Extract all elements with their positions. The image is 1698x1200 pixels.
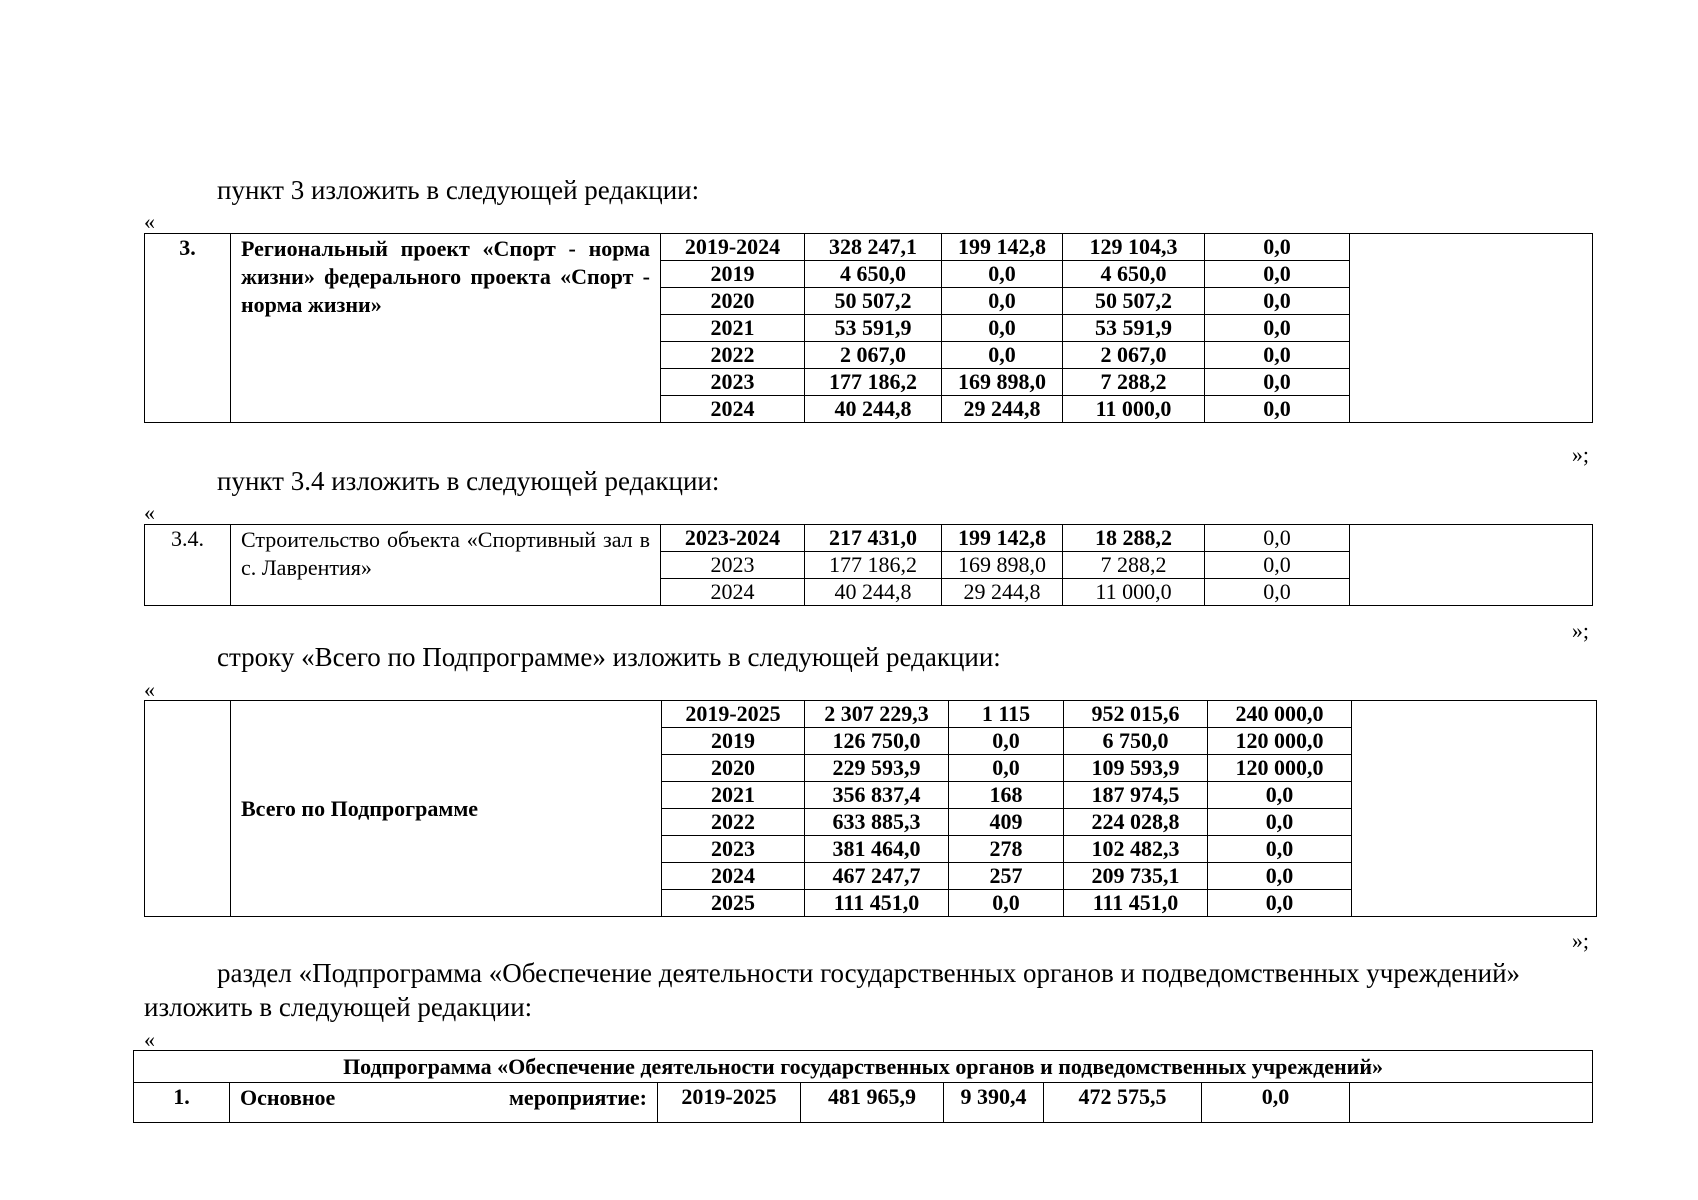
- intro-text-2: пункт 3.4 изложить в следующей редакции:: [217, 466, 720, 496]
- cell-regional: 187 974,5: [1064, 782, 1208, 809]
- cell-other: 120 000,0: [1208, 755, 1352, 782]
- cell-regional: 11 000,0: [1063, 579, 1205, 606]
- cell-regional: 952 015,6: [1064, 701, 1208, 728]
- cell-federal: 278: [949, 836, 1064, 863]
- name-left: Основное: [240, 1085, 336, 1110]
- cell-federal: 0,0: [942, 315, 1063, 342]
- cell-regional: 224 028,8: [1064, 809, 1208, 836]
- cell-regional: 472 575,5: [1044, 1083, 1202, 1123]
- cell-total: 111 451,0: [805, 890, 949, 917]
- cell-federal: 0,0: [942, 288, 1063, 315]
- cell-total: 381 464,0: [805, 836, 949, 863]
- cell-period: 2022: [661, 342, 805, 369]
- cell-period: 2019: [661, 261, 805, 288]
- cell-total: 328 247,1: [805, 234, 942, 261]
- cell-other: 0,0: [1205, 342, 1350, 369]
- intro-text-4-line2: изложить в следующей редакции:: [144, 992, 533, 1022]
- cell-period: 2019-2025: [662, 701, 805, 728]
- cell-period: 2019-2024: [661, 234, 805, 261]
- cell-total: 467 247,7: [805, 863, 949, 890]
- cell-total: 40 244,8: [805, 579, 942, 606]
- cell-other: 0,0: [1205, 288, 1350, 315]
- cell-total: 2 067,0: [805, 342, 942, 369]
- cell-regional: 111 451,0: [1064, 890, 1208, 917]
- row-number: 1.: [134, 1083, 230, 1123]
- cell-regional: 7 288,2: [1063, 552, 1205, 579]
- cell-federal: 0,0: [942, 342, 1063, 369]
- cell-federal: 0,0: [949, 890, 1064, 917]
- cell-total: 356 837,4: [805, 782, 949, 809]
- cell-empty: [1350, 1083, 1593, 1123]
- cell-period: 2023: [661, 369, 805, 396]
- row-number: 3.4.: [145, 525, 231, 606]
- cell-regional: 209 735,1: [1064, 863, 1208, 890]
- table-subprogram: [133, 1050, 1593, 1123]
- cell-total: 633 885,3: [805, 809, 949, 836]
- cell-total: 53 591,9: [805, 315, 942, 342]
- name-right: мероприятие:: [508, 1085, 647, 1110]
- table-item-3: [144, 233, 1593, 423]
- cell-regional: 2 067,0: [1063, 342, 1205, 369]
- open-quote-1: «: [144, 209, 155, 234]
- cell-period: 2022: [662, 809, 805, 836]
- cell-period: 2024: [662, 863, 805, 890]
- cell-federal: 29 244,8: [942, 579, 1063, 606]
- open-quote-3: «: [144, 677, 155, 702]
- cell-federal: 29 244,8: [942, 396, 1063, 423]
- row-name: Строительство объекта «Спортивный зал в с. Лаврентия»: [231, 525, 661, 606]
- row-number: 3.: [145, 234, 231, 423]
- cell-regional: 109 593,9: [1064, 755, 1208, 782]
- cell-period: 2019: [662, 728, 805, 755]
- cell-period: 2023: [661, 552, 805, 579]
- cell-regional: 18 288,2: [1063, 525, 1205, 552]
- intro-text-4-line1: раздел «Подпрограмма «Обеспечение деятельности государственных органов и подведомственных учреждений»: [217, 958, 1521, 988]
- row-name: Региональный проект «Спорт - норма жизни» федерального проекта «Спорт - норма жизни»: [231, 234, 661, 423]
- cell-total: 40 244,8: [805, 396, 942, 423]
- cell-empty: [1350, 525, 1593, 606]
- cell-total: 481 965,9: [801, 1083, 944, 1123]
- cell-regional: 102 482,3: [1064, 836, 1208, 863]
- cell-regional: 53 591,9: [1063, 315, 1205, 342]
- cell-regional: 7 288,2: [1063, 369, 1205, 396]
- cell-total: 4 650,0: [805, 261, 942, 288]
- cell-federal: 257: [949, 863, 1064, 890]
- intro-text-3: строку «Всего по Подпрограмме» изложить в следующей редакции:: [217, 642, 1001, 672]
- cell-period: 2019-2025: [658, 1083, 801, 1123]
- cell-other: 0,0: [1205, 396, 1350, 423]
- cell-other: 0,0: [1205, 234, 1350, 261]
- cell-empty: [1352, 701, 1597, 917]
- cell-federal: 0,0: [949, 755, 1064, 782]
- row-name: Всего по Подпрограмме: [231, 701, 662, 917]
- cell-other: 0,0: [1208, 890, 1352, 917]
- cell-regional: 50 507,2: [1063, 288, 1205, 315]
- cell-period: 2024: [661, 396, 805, 423]
- cell-federal: 199 142,8: [942, 525, 1063, 552]
- cell-other: 0,0: [1205, 552, 1350, 579]
- cell-period: 2021: [662, 782, 805, 809]
- cell-period: 2023-2024: [661, 525, 805, 552]
- cell-total: 177 186,2: [805, 369, 942, 396]
- cell-regional: 4 650,0: [1063, 261, 1205, 288]
- cell-federal: 0,0: [942, 261, 1063, 288]
- cell-federal: 1 115: [949, 701, 1064, 728]
- cell-federal: 9 390,4: [944, 1083, 1044, 1123]
- table-total: [144, 700, 1597, 917]
- cell-other: 0,0: [1205, 315, 1350, 342]
- cell-other: 0,0: [1205, 525, 1350, 552]
- cell-other: 0,0: [1205, 261, 1350, 288]
- cell-federal: 168: [949, 782, 1064, 809]
- cell-regional: 129 104,3: [1063, 234, 1205, 261]
- cell-total: 50 507,2: [805, 288, 942, 315]
- cell-other: 0,0: [1208, 782, 1352, 809]
- cell-other: 0,0: [1205, 579, 1350, 606]
- cell-federal: 169 898,0: [942, 369, 1063, 396]
- cell-regional: 11 000,0: [1063, 396, 1205, 423]
- table-row: [145, 525, 1593, 552]
- cell-empty: [1350, 234, 1593, 423]
- cell-other: 0,0: [1205, 369, 1350, 396]
- cell-other: 0,0: [1208, 809, 1352, 836]
- cell-period: 2024: [661, 579, 805, 606]
- table-row: [145, 234, 1593, 261]
- cell-other: 120 000,0: [1208, 728, 1352, 755]
- close-quote-2: »;: [1571, 618, 1589, 643]
- close-quote-3: »;: [1571, 928, 1589, 953]
- cell-other: 0,0: [1208, 836, 1352, 863]
- cell-period: 2023: [662, 836, 805, 863]
- cell-period: 2020: [661, 288, 805, 315]
- cell-period: 2020: [662, 755, 805, 782]
- cell-other: 240 000,0: [1208, 701, 1352, 728]
- cell-total: 217 431,0: [805, 525, 942, 552]
- open-quote-4: «: [144, 1027, 155, 1052]
- row-number: [145, 701, 231, 917]
- cell-total: 2 307 229,3: [805, 701, 949, 728]
- cell-other: 0,0: [1208, 863, 1352, 890]
- close-quote-1: »;: [1571, 442, 1589, 467]
- cell-other: 0,0: [1202, 1083, 1350, 1123]
- cell-total: 177 186,2: [805, 552, 942, 579]
- cell-federal: 169 898,0: [942, 552, 1063, 579]
- cell-federal: 0,0: [949, 728, 1064, 755]
- cell-period: 2021: [661, 315, 805, 342]
- cell-federal: 199 142,8: [942, 234, 1063, 261]
- cell-period: 2025: [662, 890, 805, 917]
- intro-text-1: пункт 3 изложить в следующей редакции:: [217, 175, 700, 205]
- cell-total: 229 593,9: [805, 755, 949, 782]
- subprogram-header: Подпрограмма «Обеспечение деятельности государственных органов и подведомственных учреждений»: [134, 1051, 1593, 1083]
- table-row: [145, 701, 1597, 728]
- open-quote-2: «: [144, 500, 155, 525]
- cell-federal: 409: [949, 809, 1064, 836]
- table-item-3-4: [144, 524, 1593, 606]
- cell-regional: 6 750,0: [1064, 728, 1208, 755]
- cell-total: 126 750,0: [805, 728, 949, 755]
- row-name: [230, 1083, 658, 1123]
